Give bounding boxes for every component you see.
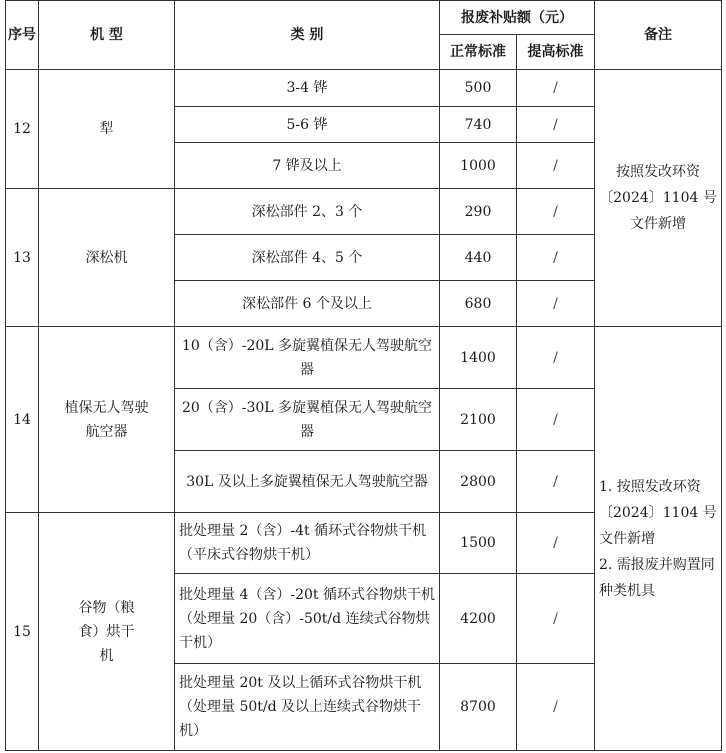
- header-raised: 提高标准: [517, 35, 595, 70]
- row-category: 3-4 铧: [175, 70, 440, 107]
- subsidy-table: [5, 0, 722, 751]
- row-category: 批处理量 20t 及以上循环式谷物烘干机（处理量 50t/d 及以上连续式谷物烘干机）: [175, 664, 440, 751]
- row-normal: 1500: [440, 513, 517, 574]
- header-category: 类 别: [175, 1, 440, 70]
- row-raised: /: [517, 235, 595, 281]
- row-raised: /: [517, 281, 595, 327]
- header-model: 机 型: [39, 1, 175, 70]
- row-category: 20（含）-30L 多旋翼植保无人驾驶航空器: [175, 389, 440, 451]
- table-row: [6, 327, 722, 389]
- row-normal: 1000: [440, 143, 517, 189]
- row-model: 谷物（粮食）烘干机: [39, 513, 175, 751]
- note-text: 按照发改环资〔2024〕1104 号文件新增: [599, 164, 717, 232]
- row-raised: /: [517, 513, 595, 574]
- row-raised: /: [517, 664, 595, 751]
- row-category: 批处理量 2（含）-4t 循环式谷物烘干机（平床式谷物烘干机）: [175, 513, 440, 574]
- row-normal: 440: [440, 235, 517, 281]
- row-raised: /: [517, 70, 595, 107]
- row-normal: 740: [440, 107, 517, 143]
- row-raised: /: [517, 143, 595, 189]
- row-normal: 680: [440, 281, 517, 327]
- row-category: 批处理量 4（含）-20t 循环式谷物烘干机（处理量 20（含）-50t/d 连续式谷物烘干机）: [175, 574, 440, 664]
- row-normal: 1400: [440, 327, 517, 389]
- row-category: 深松部件 6 个及以上: [175, 281, 440, 327]
- row-raised: /: [517, 389, 595, 451]
- row-index: 14: [6, 327, 39, 513]
- header-normal: 正常标准: [440, 35, 517, 70]
- row-raised: /: [517, 451, 595, 513]
- note-cell-a: [595, 70, 722, 327]
- row-raised: /: [517, 327, 595, 389]
- row-category: 深松部件 4、5 个: [175, 235, 440, 281]
- row-category: 30L 及以上多旋翼植保无人驾驶航空器: [175, 451, 440, 513]
- header-index: 序号: [6, 1, 39, 70]
- note-cell-b: [595, 327, 722, 751]
- row-raised: /: [517, 107, 595, 143]
- row-normal: 290: [440, 189, 517, 235]
- row-normal: 2800: [440, 451, 517, 513]
- header-subsidy-group: 报废补贴额（元）: [440, 1, 595, 35]
- row-category: 深松部件 2、3 个: [175, 189, 440, 235]
- row-raised: /: [517, 574, 595, 664]
- row-index: 13: [6, 189, 39, 327]
- row-model: 犁: [39, 70, 175, 189]
- row-index: 12: [6, 70, 39, 189]
- row-category: 7 铧及以上: [175, 143, 440, 189]
- row-index: 15: [6, 513, 39, 751]
- header-note: 备注: [595, 1, 722, 70]
- row-normal: 8700: [440, 664, 517, 751]
- table-row: [6, 70, 722, 107]
- row-model: 深松机: [39, 189, 175, 327]
- row-category: 10（含）-20L 多旋翼植保无人驾驶航空器: [175, 327, 440, 389]
- row-normal: 4200: [440, 574, 517, 664]
- row-category: 5-6 铧: [175, 107, 440, 143]
- note-text: 2. 需报废并购置同种类机具: [599, 556, 715, 599]
- row-normal: 2100: [440, 389, 517, 451]
- row-raised: /: [517, 189, 595, 235]
- row-model: 植保无人驾驶航空器: [39, 327, 175, 513]
- row-normal: 500: [440, 70, 517, 107]
- note-text: 1. 按照发改环资〔2024〕1104 号文件新增: [599, 478, 717, 547]
